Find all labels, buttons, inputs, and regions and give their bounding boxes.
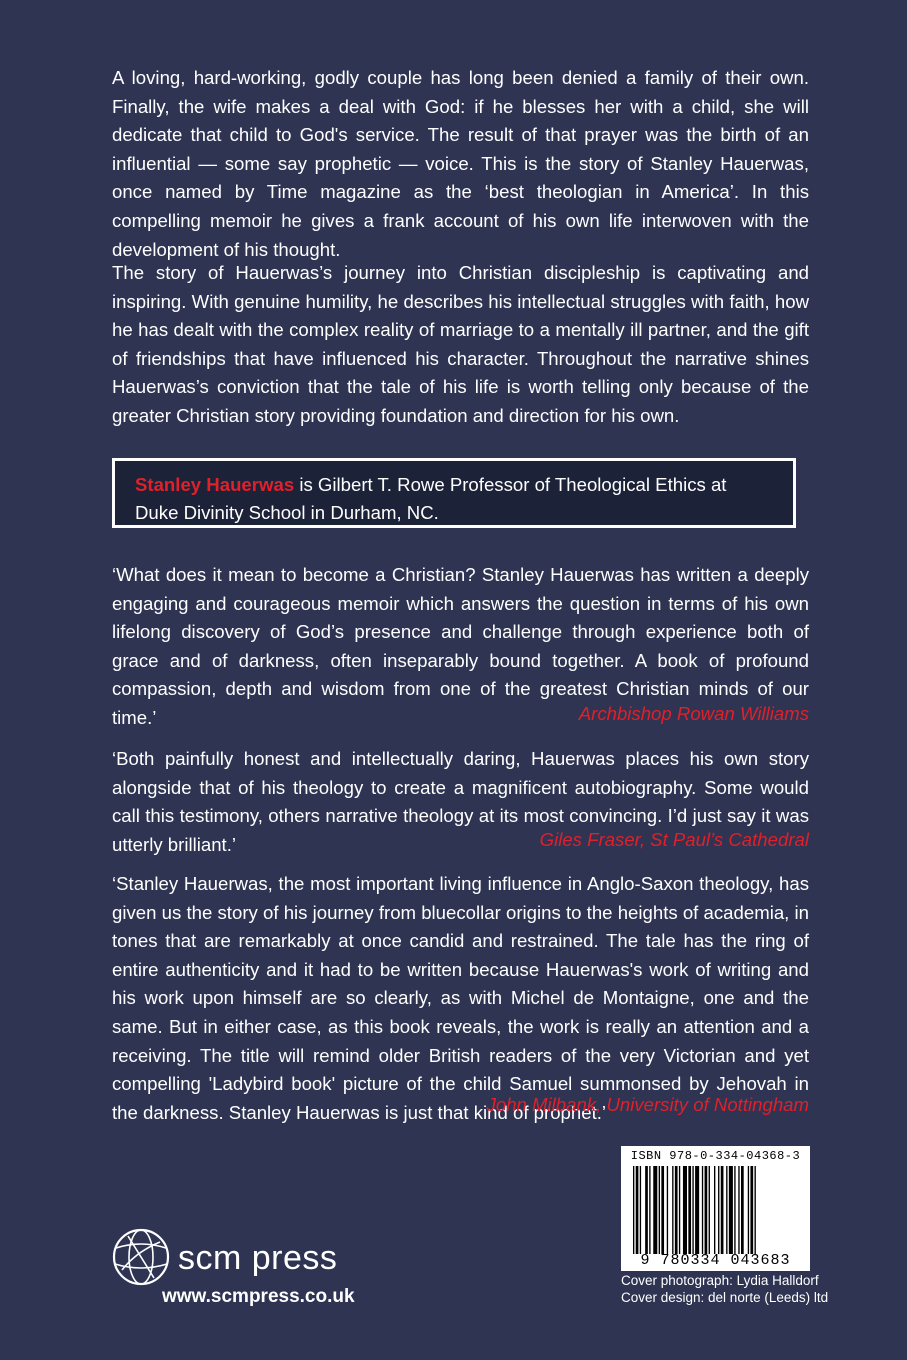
barcode-bar bbox=[636, 1166, 639, 1254]
barcode-bar bbox=[738, 1166, 739, 1254]
barcode-bar bbox=[748, 1166, 749, 1254]
barcode-bar bbox=[688, 1166, 691, 1254]
barcode-bar bbox=[714, 1166, 715, 1254]
barcode-bar bbox=[741, 1166, 744, 1254]
barcode-bar bbox=[750, 1166, 753, 1254]
barcode-bar bbox=[705, 1166, 708, 1254]
barcode-bar bbox=[645, 1166, 648, 1254]
barcode-bar bbox=[702, 1166, 703, 1254]
author-bio-text: is Gilbert T. Rowe Professor of Theological Ethics at Duke Divinity School in Durham, NC. bbox=[135, 474, 727, 523]
barcode-bar bbox=[726, 1166, 727, 1254]
isbn-label: ISBN 978-0-334-04368-3 bbox=[630, 1149, 801, 1163]
barcode-bar bbox=[721, 1166, 724, 1254]
barcode-bar bbox=[683, 1166, 687, 1254]
blurb-paragraph-2: The story of Hauerwas’s journey into Christian discipleship is captivating and inspiring. With genuine humility, he describes his intellectual struggles with faith, how he has dealt with the complex reality of marriage to a mentally ill partner, and the gift of friendships that have influenced his character. Throughout the narrative shines Hauerwas’s conviction that the tale of his life is worth telling only because of the greater Christian story providing foundation and direction for his own. bbox=[112, 262, 809, 426]
barcode-bar bbox=[695, 1166, 699, 1254]
publisher-name: scm press bbox=[178, 1239, 338, 1277]
endorsement-quote-2: ‘Both painfully honest and intellectually daring, Hauerwas places his own story alongside that of his theology to create a magnificent autobiography. Some would call this testimony, others narrative theology at its most convincing. I’d just say it was utterly brilliant.’ bbox=[112, 748, 809, 855]
publisher-website: www.scmpress.co.uk bbox=[162, 1286, 355, 1307]
barcode-bar bbox=[718, 1166, 719, 1254]
endorsement-attribution-3: John Milbank, University of Nottingham bbox=[486, 1094, 809, 1115]
barcode-bar bbox=[675, 1166, 678, 1254]
scm-press-globe-logo-icon bbox=[110, 1226, 172, 1288]
barcode-bar bbox=[633, 1166, 634, 1254]
endorsement-quote-1: ‘What does it mean to become a Christian? Stanley Hauerwas has written a deeply engaging and courageous memoir which answers the question in terms of his own lifelong discovery of God’s presence and challenge through experience both of grace and of darkness, often inseparably bound together. A book of profound compassion, depth and wisdom from one of the greatest Christian minds of our time.’ bbox=[112, 564, 809, 728]
author-bio-box bbox=[112, 458, 796, 528]
cover-design-credit: Cover design: del norte (Leeds) ltd bbox=[621, 1290, 829, 1305]
barcode-bar bbox=[709, 1166, 710, 1254]
endorsement-attribution-1: Archbishop Rowan Williams bbox=[578, 703, 809, 724]
barcode-bar bbox=[679, 1166, 680, 1254]
barcode-bar bbox=[734, 1166, 735, 1254]
barcode-bar bbox=[755, 1166, 756, 1254]
blurb-paragraph-1: A loving, hard-working, godly couple has long been denied a family of their own. Finally, the wife makes a deal with God: if he blesses her with a child, she will dedicate that child to God's service. The result of that prayer was the birth of an influential — some say prophetic — voice. This is the story of Stanley Hauerwas, once named by Time magazine as the ‘best theologian in America’. In this compelling memoir he gives a frank account of his own life interwoven with the development of his thought. bbox=[112, 67, 809, 260]
barcode-bar bbox=[640, 1166, 641, 1254]
barcode-bar bbox=[729, 1166, 733, 1254]
barcode-bar bbox=[667, 1166, 668, 1254]
author-name: Stanley Hauerwas bbox=[135, 474, 295, 495]
barcode-digits: 9 780334 043683 bbox=[640, 1252, 791, 1269]
endorsement-attribution-2: Giles Fraser, St Paul’s Cathedral bbox=[539, 829, 809, 850]
isbn-barcode bbox=[621, 1146, 810, 1271]
endorsement-quote-3: ‘Stanley Hauerwas, the most important living influence in Anglo-Saxon theology, has given us the story of his journey from bluecollar origins to the heights of academia, in tones that are remarkably at once candid and restrained. The tale has the ring of entire authenticity and it had to be written because Hauerwas's work of writing and his work upon himself are so clearly, as with Michel de Montaigne, one and the same. But in either case, as this book reveals, the work is really an attention and a receiving. The title will remind older British readers of the very Victorian and yet compelling 'Ladybird book' picture of the child Samuel summonsed by Jehovah in the darkness. Stanley Hauerwas is just that kind of prophet.’ bbox=[112, 873, 809, 1123]
barcode-bar bbox=[661, 1166, 664, 1254]
barcode-bar bbox=[649, 1166, 650, 1254]
cover-credits bbox=[621, 1272, 828, 1306]
barcode-bar bbox=[672, 1166, 673, 1254]
barcode-bar bbox=[659, 1166, 660, 1254]
barcode-bars bbox=[633, 1166, 798, 1254]
cover-photo-credit: Cover photograph: Lydia Halldorf bbox=[621, 1273, 819, 1288]
barcode-bar bbox=[692, 1166, 693, 1254]
barcode-bar bbox=[653, 1166, 657, 1254]
